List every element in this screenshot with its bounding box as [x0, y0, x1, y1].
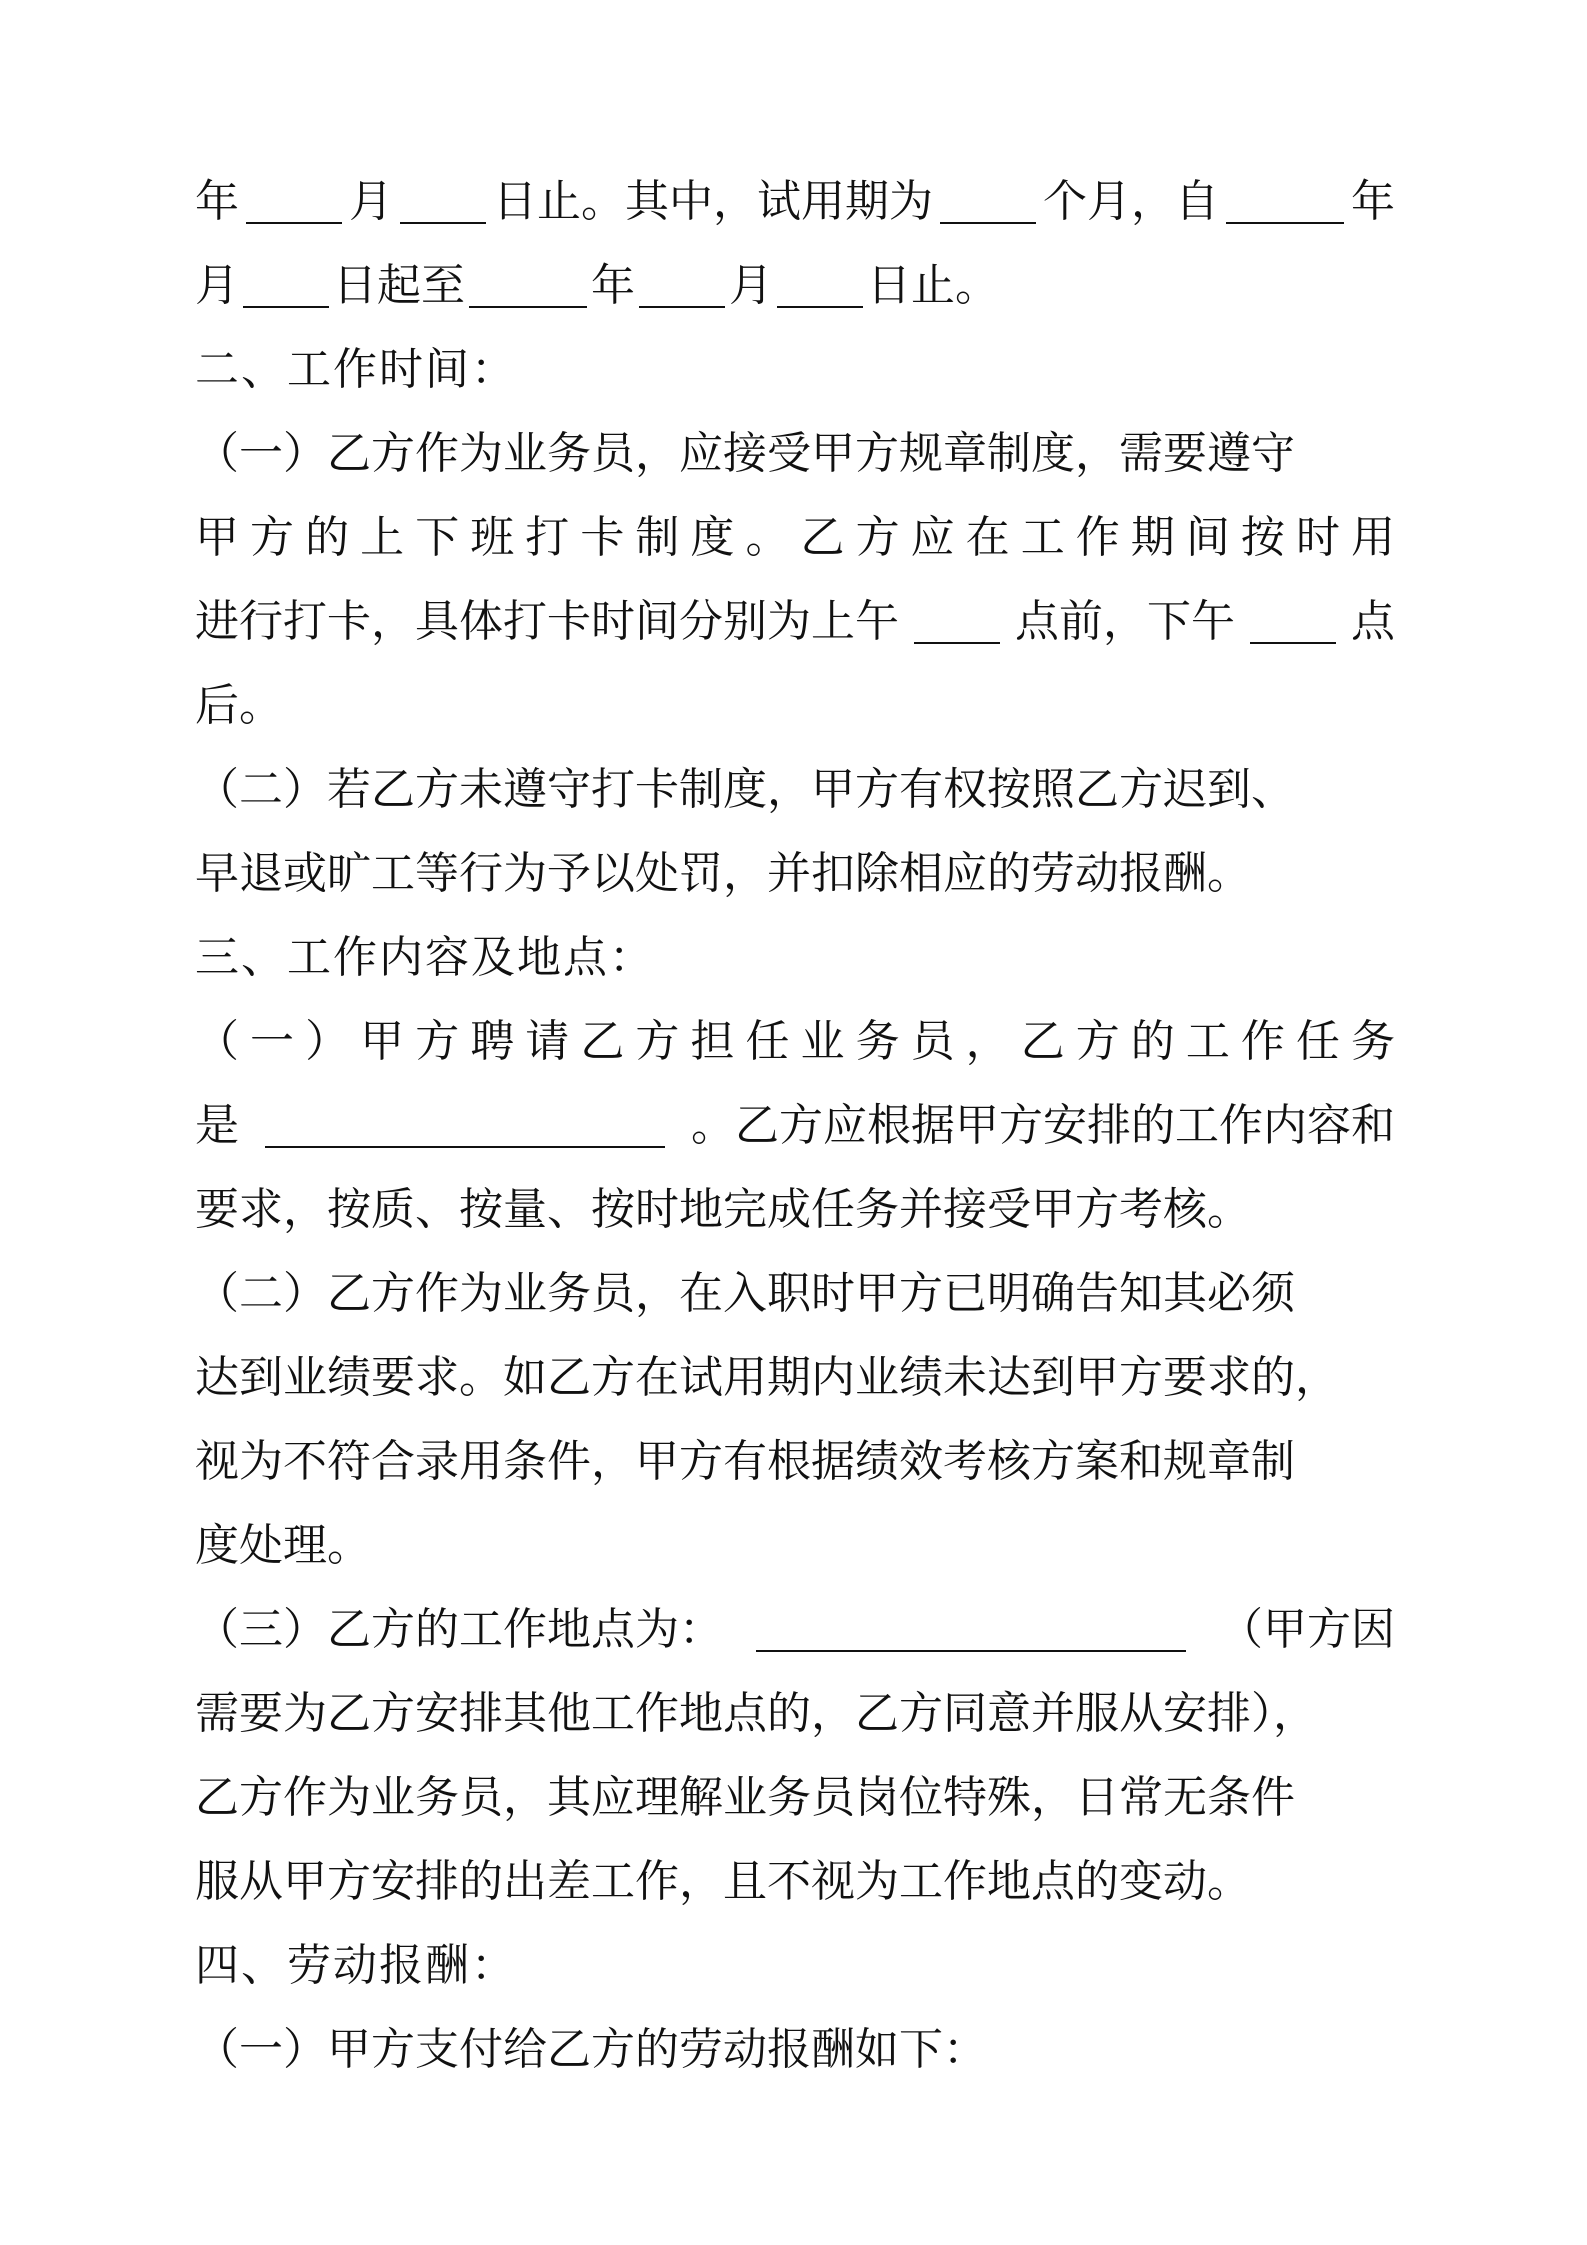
fill-in-blank[interactable]: [400, 180, 486, 224]
paragraph-line: [195, 244, 1395, 328]
text-segment: 日止。: [867, 260, 999, 311]
fill-in-blank[interactable]: [246, 180, 342, 224]
text-segment: 三、工作内容及地点：: [195, 932, 655, 983]
fill-in-blank[interactable]: [469, 264, 587, 308]
text-char: 聘: [470, 1016, 515, 1067]
paragraph-line: [195, 1168, 1395, 1252]
text-segment: 年: [1351, 176, 1395, 227]
text-char: 工: [1020, 512, 1065, 563]
text-char: 方: [635, 1016, 680, 1067]
text-segment: 年: [195, 176, 239, 227]
text-char: ，: [965, 1016, 1010, 1067]
text-segment: 。乙方应根据甲方安排的工作内容和: [691, 1100, 1395, 1151]
text-char: 上: [360, 512, 405, 563]
text-segment: 点前，下午: [1015, 596, 1235, 647]
text-char: 作: [1075, 512, 1120, 563]
text-segment: （一）乙方作为业务员，应接受甲方规章制度，需要遵守: [195, 428, 1295, 479]
text-char: 业: [800, 1016, 845, 1067]
text-char: 间: [1185, 512, 1230, 563]
text-segment: （甲方因: [1219, 1604, 1395, 1655]
text-char: 请: [525, 1016, 570, 1067]
text-char: 方: [1075, 1016, 1120, 1067]
text-char: 任: [1295, 1016, 1340, 1067]
fill-in-blank[interactable]: [265, 1104, 665, 1148]
text-char: 。: [745, 512, 790, 563]
document-body: [195, 160, 1395, 2092]
text-segment: （三）乙方的工作地点为：: [195, 1604, 723, 1655]
paragraph-line: [195, 1504, 1395, 1588]
text-char: 方: [855, 512, 900, 563]
paragraph-line: [195, 1588, 1395, 1672]
text-segment: 达到业绩要求。如乙方在试用期内业绩未达到甲方要求的，: [195, 1352, 1339, 1403]
text-char: 用: [1350, 512, 1395, 563]
fill-in-blank[interactable]: [914, 600, 1000, 644]
text-char: 务: [1350, 1016, 1395, 1067]
text-char: 工: [1185, 1016, 1230, 1067]
paragraph-line: [195, 580, 1395, 664]
text-char: 乙: [1020, 1016, 1065, 1067]
fill-in-blank[interactable]: [1250, 600, 1336, 644]
paragraph-line: [195, 1084, 1395, 1168]
section-heading: [195, 916, 1395, 1000]
text-char: 乙: [580, 1016, 625, 1067]
paragraph-line: [195, 1252, 1395, 1336]
paragraph-line: [195, 1000, 1395, 1084]
paragraph-line: [195, 496, 1395, 580]
text-char: 的: [1130, 1016, 1175, 1067]
text-char: 下: [415, 512, 460, 563]
paragraph-line: [195, 1756, 1395, 1840]
fill-in-blank[interactable]: [940, 180, 1036, 224]
paragraph-line: [195, 664, 1395, 748]
text-segment: 需要为乙方安排其他工作地点的，乙方同意并服从安排），: [195, 1688, 1317, 1739]
fill-in-blank[interactable]: [1226, 180, 1344, 224]
paragraph-line: [195, 160, 1395, 244]
text-char: 在: [965, 512, 1010, 563]
paragraph-line: [195, 1336, 1395, 1420]
text-char: 方: [415, 1016, 460, 1067]
text-char: （: [195, 1016, 239, 1067]
text-segment: 日起至: [333, 260, 465, 311]
text-segment: 二、工作时间：: [195, 344, 517, 395]
text-char: 一: [250, 1016, 295, 1067]
text-segment: 年: [591, 260, 635, 311]
paragraph-line: [195, 2008, 1395, 2092]
text-segment: 进行打卡，具体打卡时间分别为上午: [195, 596, 899, 647]
text-char: 方: [250, 512, 295, 563]
text-segment: 月: [729, 260, 773, 311]
text-char: 度: [690, 512, 735, 563]
fill-in-blank[interactable]: [777, 264, 863, 308]
paragraph-line: [195, 1840, 1395, 1924]
text-char: 员: [910, 1016, 955, 1067]
text-char: 时: [1295, 512, 1340, 563]
text-char: 作: [1240, 1016, 1285, 1067]
text-segment: （一）甲方支付给乙方的劳动报酬如下：: [195, 2024, 987, 2075]
fill-in-blank[interactable]: [243, 264, 329, 308]
text-char: 甲: [195, 512, 239, 563]
fill-in-blank[interactable]: [639, 264, 725, 308]
text-segment: 服从甲方安排的出差工作，且不视为工作地点的变动。: [195, 1856, 1251, 1907]
text-segment: 个月，自: [1043, 176, 1219, 227]
paragraph-line: [195, 832, 1395, 916]
text-char: 期: [1130, 512, 1175, 563]
text-segment: 要求，按质、按量、按时地完成任务并接受甲方考核。: [195, 1184, 1251, 1235]
text-segment: 四、劳动报酬：: [195, 1940, 517, 1991]
text-char: 务: [855, 1016, 900, 1067]
text-char: 应: [910, 512, 955, 563]
section-heading: [195, 328, 1395, 412]
text-segment: 早退或旷工等行为予以处罚，并扣除相应的劳动报酬。: [195, 848, 1251, 899]
text-char: 按: [1240, 512, 1285, 563]
text-segment: 度处理。: [195, 1520, 371, 1571]
text-segment: 月: [195, 260, 239, 311]
paragraph-line: [195, 412, 1395, 496]
text-segment: 月: [349, 176, 393, 227]
text-char: 卡: [580, 512, 625, 563]
text-segment: 是: [195, 1100, 239, 1151]
text-char: 的: [305, 512, 350, 563]
text-segment: （二）若乙方未遵守打卡制度，甲方有权按照乙方迟到、: [195, 764, 1295, 815]
text-char: 打: [525, 512, 570, 563]
text-char: 甲: [360, 1016, 405, 1067]
text-segment: （二）乙方作为业务员，在入职时甲方已明确告知其必须: [195, 1268, 1295, 1319]
text-char: 班: [470, 512, 515, 563]
text-char: ）: [305, 1016, 350, 1067]
text-char: 担: [690, 1016, 735, 1067]
text-segment: 日止。其中，试用期为: [493, 176, 933, 227]
text-segment: 乙方作为业务员，其应理解业务员岗位特殊，日常无条件: [195, 1772, 1295, 1823]
text-segment: 视为不符合录用条件，甲方有根据绩效考核方案和规章制: [195, 1436, 1295, 1487]
paragraph-line: [195, 1672, 1395, 1756]
fill-in-blank[interactable]: [756, 1608, 1186, 1652]
section-heading: [195, 1924, 1395, 2008]
paragraph-line: [195, 748, 1395, 832]
paragraph-line: [195, 1420, 1395, 1504]
text-char: 任: [745, 1016, 790, 1067]
text-segment: 后。: [195, 680, 283, 731]
text-char: 乙: [800, 512, 845, 563]
text-char: 制: [635, 512, 680, 563]
text-segment: 点: [1351, 596, 1395, 647]
